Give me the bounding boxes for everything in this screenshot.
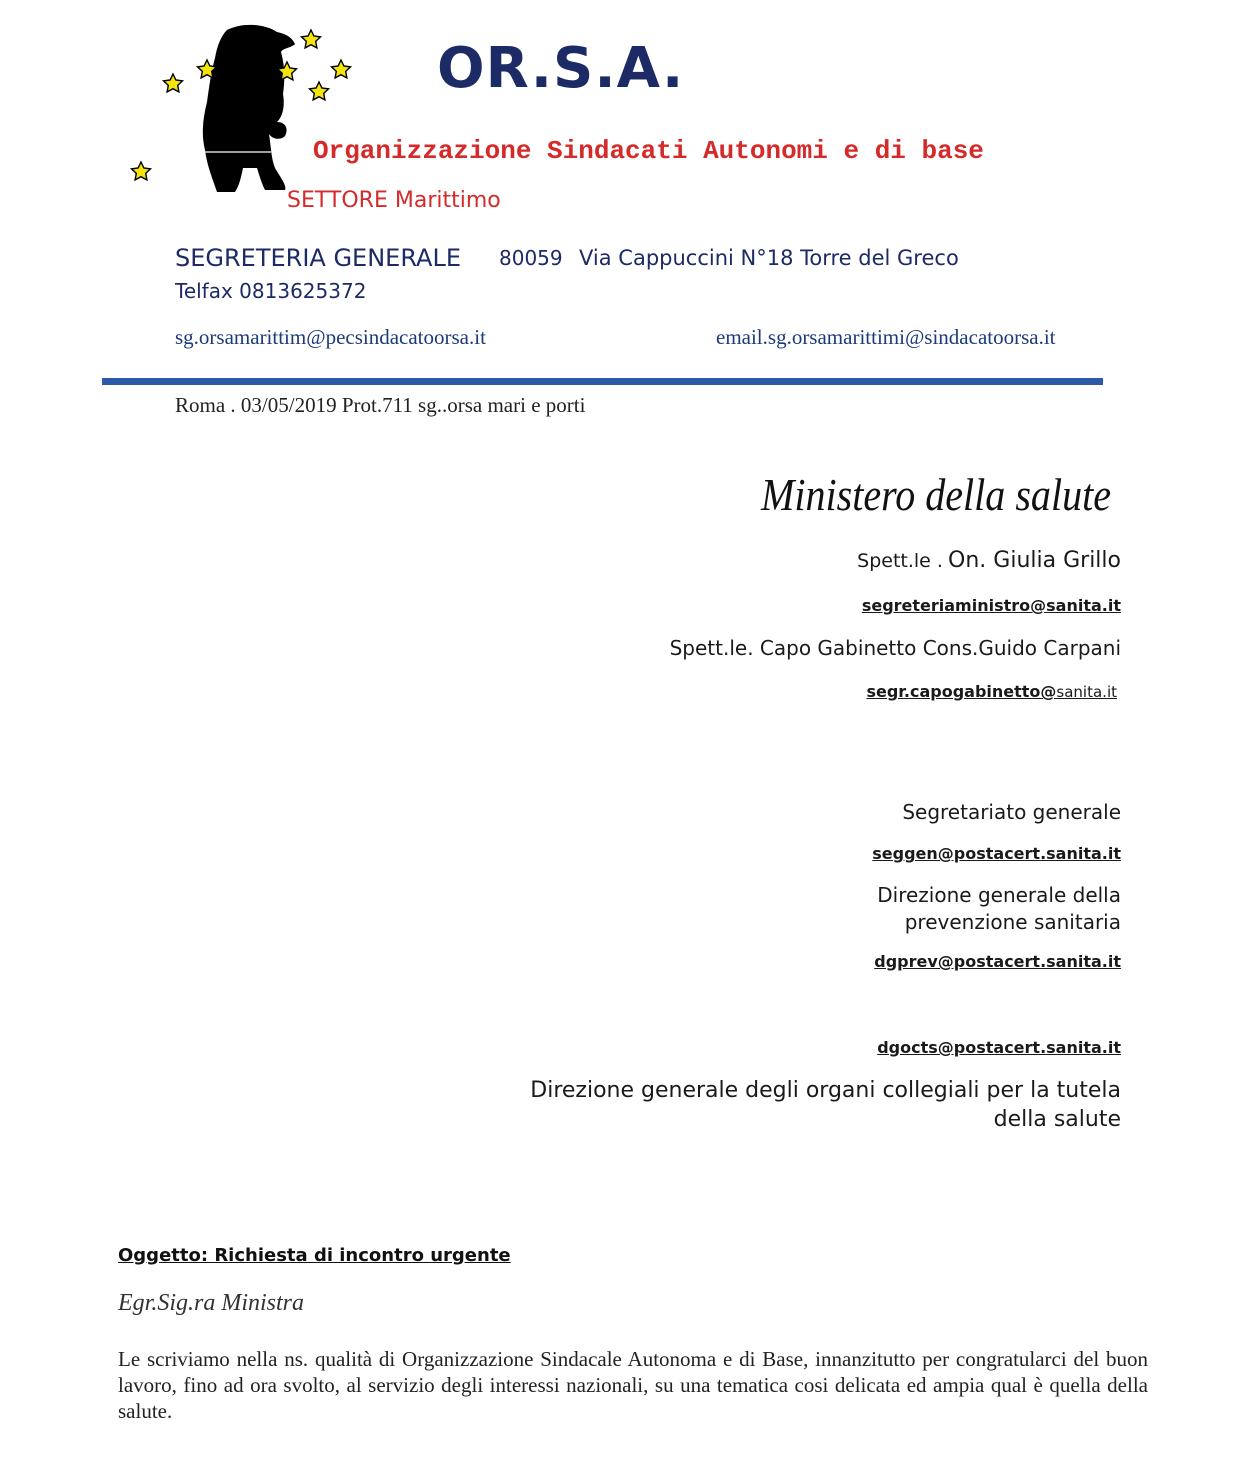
- letter-subject: Oggetto: Richiesta di incontro urgente: [118, 1245, 511, 1266]
- recipient-5-email[interactable]: dgocts@postacert.sanita.it: [877, 1038, 1121, 1057]
- star-icon: [332, 60, 351, 78]
- organization-subtitle: Organizzazione Sindacati Autonomi e di base: [313, 136, 984, 166]
- organization-sector: SETTORE Marittimo: [287, 188, 501, 213]
- orsa-bear-logo: [125, 18, 365, 198]
- recipient-2-email-main: segr.capogabinetto@: [866, 682, 1057, 701]
- recipient-3-name: Segretariato generale: [902, 800, 1121, 824]
- bear-icon: [203, 25, 295, 192]
- svg-text:Ministero della salute: Ministero della salute: [760, 469, 1111, 520]
- recipient-5-name: [530, 1076, 1121, 1134]
- pec-address[interactable]: sg.orsamarittim@pecsindacatoorsa.it: [175, 325, 486, 349]
- recipient-5-line1: Direzione generale degli organi collegiali per la tutela: [530, 1078, 1121, 1103]
- office-name: SEGRETERIA GENERALE: [175, 244, 461, 272]
- postal-code: 80059: [499, 246, 563, 270]
- recipient-2-name: Spett.le. Capo Gabinetto Cons.Guido Carpani: [669, 636, 1121, 660]
- recipient-4-email[interactable]: dgprev@postacert.sanita.it: [874, 952, 1121, 971]
- letter-body-paragraph: Le scriviamo nella ns. qualità di Organizzazione Sindacale Autonoma e di Base, innanzitutto per congratularci del buon lavoro, fino ad ora svolto, al servizio degli interessi nazionali, su una tematica cosi delicata ed ampia qual è quella della salute.: [118, 1347, 1148, 1423]
- ministry-script-lettering: [755, 462, 1117, 524]
- recipient-1: [857, 548, 1121, 573]
- letter-salutation: Egr.Sig.ra Ministra: [118, 1290, 305, 1316]
- header-divider: [102, 378, 1103, 385]
- recipient-1-name: On. Giulia Grillo: [948, 548, 1121, 573]
- star-icon: [132, 162, 151, 180]
- star-icon: [302, 30, 321, 48]
- date-protocol-line: Roma . 03/05/2019 Prot.711 sg..orsa mari e porti: [175, 393, 586, 417]
- star-icon: [310, 82, 329, 100]
- telfax-label: Telfax: [175, 279, 233, 303]
- organization-title: OR.S.A.: [437, 36, 685, 101]
- recipient-5-line2: della salute: [993, 1107, 1121, 1132]
- recipient-3-email[interactable]: seggen@postacert.sanita.it: [872, 844, 1121, 863]
- recipient-2-email[interactable]: [866, 682, 1117, 701]
- email-address[interactable]: email.sg.orsamarittimi@sindacatoorsa.it: [716, 325, 1056, 349]
- telfax-number: 0813625372: [239, 279, 367, 303]
- recipient-4-line1: Direzione generale della: [877, 883, 1121, 907]
- office-address: Via Cappuccini N°18 Torre del Greco: [579, 246, 959, 270]
- recipient-4-line2: prevenzione sanitaria: [904, 910, 1121, 934]
- recipient-2-email-suffix: sanita.it: [1056, 683, 1117, 701]
- recipient-1-prefix: Spett.le .: [857, 550, 943, 572]
- recipient-1-email[interactable]: segreteriaministro@sanita.it: [861, 596, 1121, 615]
- telfax-line: [175, 279, 366, 303]
- recipient-4-name: [877, 882, 1121, 936]
- star-icon: [164, 74, 183, 92]
